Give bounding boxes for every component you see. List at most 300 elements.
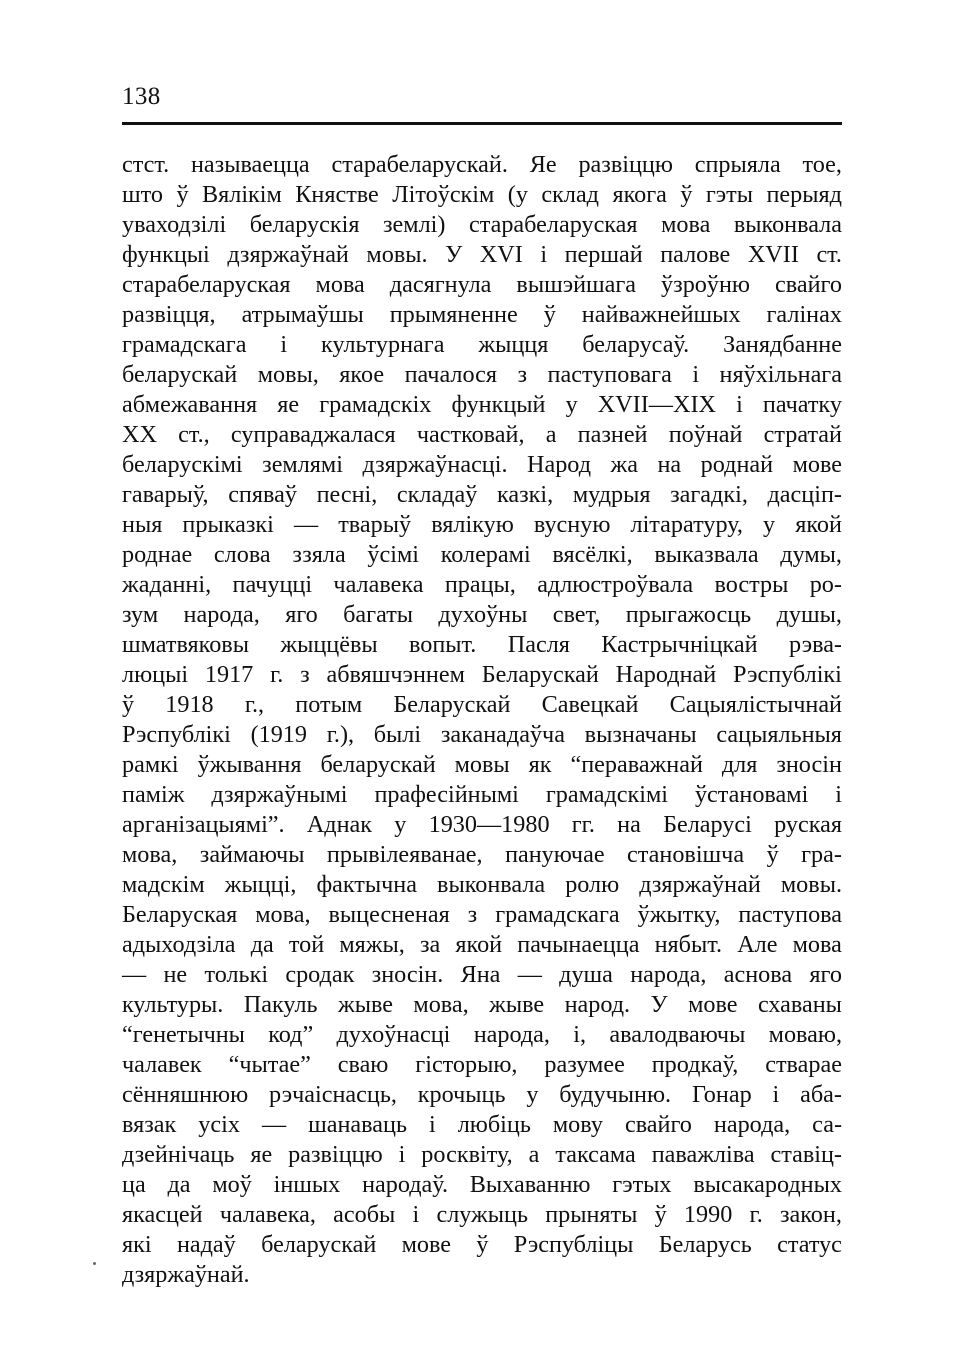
text-word: думы, bbox=[780, 541, 842, 568]
text-word: пазней bbox=[577, 421, 648, 448]
text-word: мудрыя bbox=[572, 481, 651, 508]
text-word: мове bbox=[688, 991, 738, 1018]
text-word: народа, bbox=[473, 1021, 550, 1048]
text-word: (у bbox=[507, 181, 528, 208]
scan-artifact-speck bbox=[93, 1262, 96, 1265]
body-text bbox=[122, 150, 842, 1290]
text-word: жыве bbox=[337, 991, 393, 1018]
text-word: да bbox=[167, 1171, 191, 1198]
text-word: колерамі bbox=[440, 541, 531, 568]
text-word: і bbox=[540, 241, 548, 268]
text-word: зум bbox=[122, 601, 159, 628]
text-word: прымяненне bbox=[389, 301, 518, 328]
text-word: мовы. bbox=[780, 871, 842, 898]
text-word: аснова bbox=[723, 961, 793, 988]
text-word: г.), bbox=[326, 721, 355, 748]
text-word: пачуцці bbox=[232, 571, 313, 598]
text-word: якога bbox=[612, 181, 667, 208]
text-word: Рэспублікі bbox=[733, 661, 842, 688]
text-word: якое bbox=[339, 361, 385, 388]
text-line bbox=[122, 690, 842, 720]
text-word: жаданні, bbox=[122, 571, 212, 598]
text-line bbox=[122, 150, 842, 180]
text-word: прыказкі bbox=[182, 511, 274, 538]
text-word: ст., bbox=[178, 421, 210, 448]
text-word: песні, bbox=[316, 481, 378, 508]
text-word: старабеларуская bbox=[122, 271, 291, 298]
text-word: XVI bbox=[479, 241, 523, 268]
text-word: дзяржаўнымі bbox=[211, 781, 348, 808]
text-word: ў bbox=[766, 841, 779, 868]
text-word: стратай bbox=[763, 421, 842, 448]
text-word: развіццю bbox=[578, 151, 673, 178]
text-word: і, bbox=[573, 1021, 587, 1048]
text-word: мова bbox=[661, 211, 711, 238]
text-word: продкаў, bbox=[651, 1051, 739, 1078]
text-word: і bbox=[692, 361, 700, 388]
text-word: які bbox=[122, 1231, 152, 1258]
text-word: абмежавання bbox=[122, 391, 258, 418]
text-word: развіццю bbox=[288, 1141, 383, 1168]
text-word: беларускія bbox=[249, 211, 360, 238]
text-word: закон, bbox=[779, 1201, 842, 1228]
text-line bbox=[122, 1020, 842, 1050]
text-word: ст. bbox=[816, 241, 842, 268]
text-line bbox=[122, 330, 842, 360]
text-word: для bbox=[721, 751, 758, 778]
text-word: моў bbox=[212, 1171, 252, 1198]
text-word: склад bbox=[541, 181, 599, 208]
text-line bbox=[122, 1080, 842, 1110]
text-word: роднае bbox=[122, 541, 193, 568]
text-word: толькі bbox=[204, 961, 269, 988]
text-word: 1930—1980 bbox=[428, 811, 550, 838]
text-word: “генетычны bbox=[122, 1021, 245, 1048]
text-word: рамкі bbox=[122, 751, 179, 778]
text-word: чалавека, bbox=[219, 1201, 316, 1228]
text-line bbox=[122, 1230, 842, 1260]
text-line bbox=[122, 450, 842, 480]
text-word: У bbox=[650, 991, 668, 1018]
text-word: адыходзіла bbox=[122, 931, 236, 958]
text-word: Літоўскім bbox=[392, 181, 495, 208]
text-word: сродак bbox=[285, 961, 355, 988]
header-rule bbox=[122, 122, 842, 125]
text-word: вопыт. bbox=[409, 631, 477, 658]
text-word: ставіц- bbox=[770, 1141, 842, 1168]
text-word: потым bbox=[295, 691, 363, 718]
text-word: ца bbox=[122, 1171, 146, 1198]
text-word: поўнай bbox=[668, 421, 743, 448]
text-word: 1918 bbox=[165, 691, 214, 718]
text-word: выконвала bbox=[437, 871, 546, 898]
text-word: першай bbox=[564, 241, 643, 268]
text-word: спяваў bbox=[228, 481, 297, 508]
text-word: да bbox=[250, 931, 274, 958]
text-word: прафесійнымі bbox=[374, 781, 519, 808]
text-word: дасціп- bbox=[767, 481, 842, 508]
text-word: якой bbox=[455, 931, 503, 958]
text-word: мову bbox=[552, 1111, 603, 1138]
text-word: тварыў bbox=[338, 511, 412, 538]
text-word: ў bbox=[176, 181, 189, 208]
text-word: дасягнула bbox=[389, 271, 492, 298]
text-word: арганізацыямі”. bbox=[122, 811, 285, 838]
text-word: — bbox=[293, 511, 319, 538]
text-word: востры bbox=[714, 571, 789, 598]
text-word: жыццёвы bbox=[280, 631, 378, 658]
text-word: прыняты bbox=[545, 1201, 638, 1228]
text-line bbox=[122, 840, 842, 870]
text-line bbox=[122, 210, 842, 240]
text-word: выказвала bbox=[654, 541, 759, 568]
text-line bbox=[122, 630, 842, 660]
text-word: код” bbox=[268, 1021, 314, 1048]
text-word: яго bbox=[809, 961, 842, 988]
text-word: функцыі bbox=[122, 241, 210, 268]
text-word: паміж bbox=[122, 781, 185, 808]
text-word: беларускімі bbox=[122, 451, 243, 478]
text-word: пачынаецца bbox=[517, 931, 640, 958]
text-line bbox=[122, 180, 842, 210]
text-line bbox=[122, 750, 842, 780]
text-line bbox=[122, 660, 842, 690]
text-word: Пакуль bbox=[243, 991, 318, 1018]
text-line bbox=[122, 270, 842, 300]
text-word: са- bbox=[812, 1111, 842, 1138]
text-word: дзяржаўнай bbox=[227, 241, 349, 268]
text-word: дзейнічаць bbox=[122, 1141, 235, 1168]
text-word: абвяшчэннем bbox=[326, 661, 465, 688]
text-word: Рэспубліцы bbox=[513, 1231, 634, 1258]
text-word: стварае bbox=[765, 1051, 842, 1078]
text-word: Беларускай bbox=[481, 661, 599, 688]
text-word: ў bbox=[476, 1231, 489, 1258]
text-word: беларускай bbox=[261, 1231, 377, 1258]
text-word: у bbox=[565, 391, 578, 418]
text-word: ў bbox=[122, 691, 135, 718]
text-word: казкі, bbox=[496, 481, 554, 508]
text-word: вялікую bbox=[431, 511, 514, 538]
text-word: усіх bbox=[198, 1111, 240, 1138]
text-word: рэчаіснасць, bbox=[269, 1081, 397, 1108]
text-word: галінах bbox=[766, 301, 842, 328]
text-word: уваходзілі bbox=[122, 211, 227, 238]
text-word: гэты bbox=[705, 181, 753, 208]
text-word: прывілеяванае, bbox=[326, 841, 483, 868]
text-word: сённяшнюю bbox=[122, 1081, 249, 1108]
text-word: вязак bbox=[122, 1111, 177, 1138]
text-word: загадкі, bbox=[670, 481, 748, 508]
text-word: народ. bbox=[564, 991, 631, 1018]
text-word: якой bbox=[795, 511, 842, 538]
text-word: ўзроўню bbox=[661, 271, 750, 298]
text-word: жыцця bbox=[478, 331, 549, 358]
text-word: зносін bbox=[776, 751, 842, 778]
text-word: палове bbox=[660, 241, 731, 268]
text-word: надаў bbox=[176, 1231, 236, 1258]
text-word: народаў. bbox=[362, 1171, 448, 1198]
text-line bbox=[122, 900, 842, 930]
text-word: ро- bbox=[809, 571, 842, 598]
text-word: свет, bbox=[552, 601, 601, 628]
text-word: свайго bbox=[775, 271, 842, 298]
text-word: дзяржаўнай bbox=[639, 871, 761, 898]
text-word: выконвала bbox=[733, 211, 842, 238]
text-word: Але bbox=[737, 931, 778, 958]
text-word: грамадскіх bbox=[319, 391, 432, 418]
text-word: дзяржаўнасці. bbox=[362, 451, 508, 478]
text-word: не bbox=[163, 961, 188, 988]
text-word: заканадаўча bbox=[440, 721, 565, 748]
text-word: ролю bbox=[565, 871, 620, 898]
text-word: культурнага bbox=[321, 331, 445, 358]
text-word: землямі bbox=[262, 451, 343, 478]
text-word: за bbox=[419, 931, 441, 958]
text-word: пануючае bbox=[505, 841, 605, 868]
text-word: Княстве bbox=[295, 181, 379, 208]
text-word: гісторыю, bbox=[415, 1051, 518, 1078]
text-word: і bbox=[835, 781, 842, 808]
text-word: а bbox=[545, 421, 557, 448]
text-word: — bbox=[517, 961, 542, 988]
text-word: свайго bbox=[624, 1111, 692, 1138]
text-word: моваю, bbox=[768, 1021, 842, 1048]
text-line bbox=[122, 540, 842, 570]
text-word: 1917 bbox=[204, 661, 254, 688]
text-word: духоўнасці bbox=[336, 1021, 451, 1048]
text-word: і bbox=[280, 331, 288, 358]
text-word: фактычна bbox=[316, 871, 417, 898]
text-word: душа bbox=[559, 961, 613, 988]
text-word: найважнейшых bbox=[581, 301, 741, 328]
text-word: роднай bbox=[700, 451, 774, 478]
text-word: тое, bbox=[802, 151, 842, 178]
text-word: літаратуру, bbox=[630, 511, 743, 538]
text-word: выцесненая bbox=[328, 901, 450, 928]
text-word: руская bbox=[774, 811, 842, 838]
text-line bbox=[122, 1050, 842, 1080]
text-word: няўхільнага bbox=[719, 361, 842, 388]
text-word: Беларусі bbox=[663, 811, 752, 838]
text-word: на bbox=[657, 451, 682, 478]
text-word: Пасля bbox=[507, 631, 570, 658]
text-word: мовы. bbox=[366, 241, 428, 268]
text-line bbox=[122, 870, 842, 900]
text-word: іншых bbox=[273, 1171, 341, 1198]
text-word: мове bbox=[401, 1231, 452, 1258]
text-word: землі) bbox=[383, 211, 446, 238]
text-word: стст. bbox=[122, 151, 170, 178]
text-word: паступовага bbox=[547, 361, 672, 388]
text-line bbox=[122, 1140, 842, 1170]
text-word: багаты bbox=[343, 601, 414, 628]
text-word: Савецкай bbox=[541, 691, 639, 718]
text-line bbox=[122, 420, 842, 450]
text-word: Рэспублікі bbox=[122, 721, 231, 748]
text-word: і bbox=[736, 391, 743, 418]
text-word: 1990 bbox=[683, 1201, 733, 1228]
text-line bbox=[122, 1200, 842, 1230]
text-word: душы, bbox=[776, 601, 842, 628]
text-word: грамадскага bbox=[495, 901, 620, 928]
text-word: люцыі bbox=[122, 661, 189, 688]
text-word: у bbox=[526, 1081, 539, 1108]
text-word: Выхаванню bbox=[469, 1171, 591, 1198]
text-word: Беларусь bbox=[658, 1231, 752, 1258]
text-word: мова, bbox=[122, 841, 178, 868]
text-word: і bbox=[772, 1081, 780, 1108]
text-word: адлюстроўвала bbox=[537, 571, 694, 598]
text-word: мова bbox=[315, 271, 365, 298]
text-word: росквіту, bbox=[421, 1141, 513, 1168]
text-word: гэтых bbox=[612, 1171, 672, 1198]
text-word: Яе bbox=[529, 151, 557, 178]
text-word: і bbox=[428, 1111, 436, 1138]
text-word: старабеларускай. bbox=[331, 151, 508, 178]
text-word: г. bbox=[270, 661, 284, 688]
text-word: народа, bbox=[183, 601, 260, 628]
text-word: У bbox=[445, 241, 463, 268]
text-line bbox=[122, 600, 842, 630]
text-word: пачатку bbox=[762, 391, 842, 418]
text-word: Яна bbox=[460, 961, 501, 988]
text-word: вясёлкі, bbox=[552, 541, 633, 568]
text-word: Занядбанне bbox=[723, 331, 842, 358]
text-word: жа bbox=[610, 451, 638, 478]
text-word: і bbox=[412, 1201, 420, 1228]
text-word: XVII—XIX bbox=[597, 391, 716, 418]
text-word: беларусаў. bbox=[582, 331, 690, 358]
text-word: мове bbox=[792, 451, 842, 478]
text-word: “пераважнай bbox=[570, 751, 703, 778]
text-word: гг. bbox=[571, 811, 595, 838]
text-word: гаварыў, bbox=[122, 481, 209, 508]
text-word: таксама bbox=[555, 1141, 636, 1168]
text-word: яе bbox=[250, 1141, 273, 1168]
text-word: ныя bbox=[122, 511, 163, 538]
text-word: аба- bbox=[800, 1081, 842, 1108]
text-word: вышэйшага bbox=[516, 271, 637, 298]
text-word: што bbox=[122, 181, 163, 208]
text-line bbox=[122, 360, 842, 390]
text-word: нябыт. bbox=[654, 931, 723, 958]
text-word: яго bbox=[285, 601, 318, 628]
text-word: і bbox=[398, 1141, 406, 1168]
text-word: грамадскага bbox=[122, 331, 247, 358]
text-word: Аднак bbox=[306, 811, 373, 838]
text-word: XVII bbox=[747, 241, 799, 268]
text-word: Народнай bbox=[615, 661, 717, 688]
text-line bbox=[122, 1110, 842, 1140]
text-word: на bbox=[617, 811, 641, 838]
text-line bbox=[122, 240, 842, 270]
text-word: працы, bbox=[444, 571, 516, 598]
text-word: ззяла bbox=[292, 541, 346, 568]
text-word: XX bbox=[122, 421, 157, 448]
text-word: жыве bbox=[489, 991, 545, 1018]
text-word: культуры. bbox=[122, 991, 224, 1018]
text-word: ўжытку, bbox=[637, 901, 721, 928]
text-line bbox=[122, 930, 842, 960]
text-word: (1919 bbox=[250, 721, 307, 748]
text-line bbox=[122, 570, 842, 600]
text-word: Сацыялістычнай bbox=[669, 691, 842, 718]
text-word: Кастрычніцкай bbox=[601, 631, 758, 658]
text-word: зносін. bbox=[371, 961, 444, 988]
text-word: Беларускай bbox=[393, 691, 511, 718]
text-word: жыцці, bbox=[224, 871, 297, 898]
text-word: займаючы bbox=[199, 841, 305, 868]
text-word: старабеларуская bbox=[469, 211, 638, 238]
text-word: Народ bbox=[527, 451, 592, 478]
text-word: Беларуская bbox=[122, 901, 238, 928]
text-word: функцый bbox=[451, 391, 546, 418]
text-word: яе bbox=[277, 391, 300, 418]
text-word: мова, bbox=[255, 901, 311, 928]
text-word: перыяд bbox=[766, 181, 842, 208]
text-line bbox=[122, 780, 842, 810]
text-word: атрымаўшы bbox=[241, 301, 364, 328]
text-word: сваю bbox=[337, 1051, 389, 1078]
text-line bbox=[122, 480, 842, 510]
text-word: мова bbox=[792, 931, 842, 958]
text-line bbox=[122, 510, 842, 540]
text-word: паступова bbox=[738, 901, 842, 928]
text-line bbox=[122, 390, 842, 420]
text-word: у bbox=[763, 511, 776, 538]
text-word: вусную bbox=[533, 511, 611, 538]
text-word: пачалося bbox=[404, 361, 498, 388]
text-word: мяжы, bbox=[339, 931, 405, 958]
text-word: былі bbox=[373, 721, 422, 748]
text-line bbox=[122, 810, 842, 840]
text-word: а bbox=[528, 1141, 540, 1168]
text-word: мадскім bbox=[122, 871, 205, 898]
text-word: ў bbox=[680, 181, 693, 208]
text-word: той bbox=[288, 931, 325, 958]
text-word: паважліва bbox=[651, 1141, 755, 1168]
text-line bbox=[122, 990, 842, 1020]
text-word: частковай, bbox=[416, 421, 525, 448]
text-word: мовы bbox=[454, 751, 510, 778]
text-line bbox=[122, 720, 842, 750]
text-word: разумее bbox=[544, 1051, 625, 1078]
text-word: спрыяла bbox=[694, 151, 781, 178]
text-word: становішча bbox=[627, 841, 745, 868]
text-word: у bbox=[394, 811, 407, 838]
text-word: сацыяльныя bbox=[716, 721, 842, 748]
text-word: г. bbox=[749, 1201, 763, 1228]
text-word: шанаваць bbox=[308, 1111, 407, 1138]
text-word: Вялікім bbox=[201, 181, 282, 208]
text-word: мовы, bbox=[257, 361, 319, 388]
text-word: гра- bbox=[801, 841, 842, 868]
text-word: называецца bbox=[190, 151, 310, 178]
text-word: як bbox=[528, 751, 552, 778]
text-word: Гонар bbox=[691, 1081, 752, 1108]
text-line bbox=[122, 960, 842, 990]
text-word: прыгажосць bbox=[625, 601, 752, 628]
text-word: развіцця, bbox=[122, 301, 216, 328]
text-word: служыць bbox=[436, 1201, 528, 1228]
text-word: авалодваючы bbox=[609, 1021, 746, 1048]
text-word: вызначаны bbox=[584, 721, 697, 748]
text-line bbox=[122, 300, 842, 330]
text-word: грамадскімі bbox=[545, 781, 668, 808]
text-word: з bbox=[467, 901, 478, 928]
text-word: крочыць bbox=[417, 1081, 506, 1108]
